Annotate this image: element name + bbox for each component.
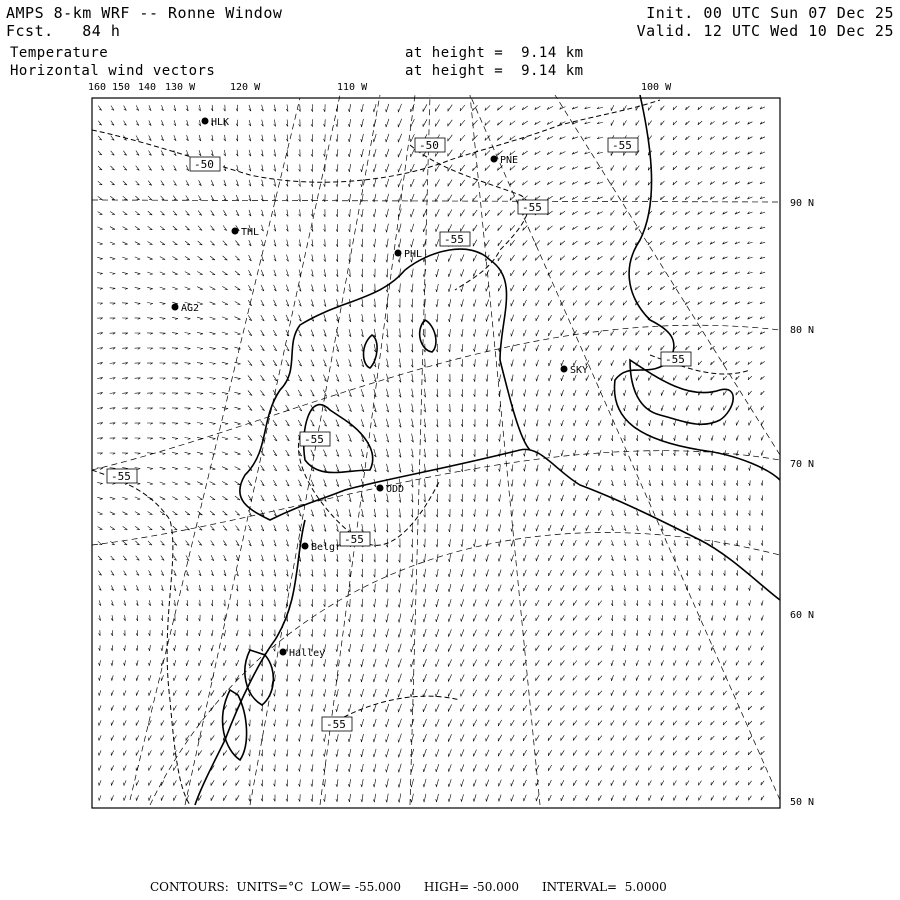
station-sky	[561, 365, 589, 376]
latitude-label: 80 N	[790, 325, 815, 336]
contour-label	[661, 352, 691, 366]
fcst-value: 84 h	[82, 22, 121, 40]
station-label: PHL	[404, 249, 423, 260]
high-value: -50.000	[473, 880, 520, 894]
station-thl	[232, 227, 260, 238]
latitude-label: 90 N	[790, 198, 815, 209]
graticule	[92, 95, 780, 805]
interval-label: INTERVAL=	[541, 880, 618, 894]
contour-label	[300, 432, 330, 446]
station-marker	[491, 156, 498, 163]
longitude-label: 100 W	[641, 82, 672, 93]
height-label-1: at height =	[405, 45, 504, 61]
station-label: SKY	[570, 365, 589, 376]
longitude-label: 160	[88, 82, 107, 93]
longitude-label: 120 W	[230, 82, 261, 93]
fcst-label: Fcst.	[6, 22, 54, 40]
units-value: °C	[288, 880, 304, 894]
latitude-label: 60 N	[790, 610, 815, 621]
contour-label	[518, 200, 548, 214]
station-label: Halley	[289, 648, 326, 659]
longitude-label: 110 W	[337, 82, 368, 93]
height-label-2: at height =	[405, 63, 504, 79]
high-label: HIGH=	[423, 880, 470, 894]
station-pne	[491, 155, 519, 166]
svg-text:-50: -50	[419, 139, 439, 152]
latitude-label: 70 N	[790, 459, 815, 470]
svg-text:-55: -55	[612, 139, 632, 152]
svg-text:-55: -55	[344, 533, 364, 546]
contour-label	[440, 232, 470, 246]
interval-value: 5.0000	[624, 880, 667, 894]
height-value-1: 9.14 km	[521, 45, 584, 61]
height-value-2: 9.14 km	[521, 63, 584, 79]
contours-label: CONTOURS:	[150, 880, 229, 894]
station-label: THL	[241, 227, 260, 238]
station-label: Belgr	[311, 542, 342, 553]
svg-text:-55: -55	[444, 233, 464, 246]
latitude-label: 50 N	[790, 797, 815, 808]
longitude-label: 130 W	[165, 82, 196, 93]
contour-label	[415, 138, 445, 152]
contour-label	[322, 717, 352, 731]
low-label: LOW=	[310, 880, 352, 894]
svg-text:-50: -50	[194, 158, 214, 171]
init-label: Init.	[646, 4, 694, 22]
valid-value: 12 UTC Wed 10 Dec 25	[703, 22, 894, 40]
longitude-label: 140	[138, 82, 157, 93]
station-label: PNE	[500, 155, 519, 166]
station-marker	[202, 118, 209, 125]
axis-labels	[88, 82, 814, 808]
station-label: HLK	[211, 117, 230, 128]
init-value: 00 UTC Sun 07 Dec 25	[703, 4, 894, 22]
svg-text:-55: -55	[111, 470, 131, 483]
map-frame	[92, 98, 780, 808]
svg-text:-55: -55	[665, 353, 685, 366]
station-marker	[561, 366, 568, 373]
station-label: AG2	[181, 303, 200, 314]
station-marker	[232, 228, 239, 235]
station-marker	[377, 485, 384, 492]
longitude-label: 150	[112, 82, 131, 93]
station-belgr	[302, 542, 342, 553]
temperature-contours	[92, 100, 750, 805]
contour-legend	[150, 880, 667, 894]
stations	[172, 117, 589, 659]
station-marker	[302, 543, 309, 550]
wind-vectors	[97, 104, 765, 803]
station-marker	[395, 250, 402, 257]
valid-label: Valid.	[636, 22, 694, 40]
station-marker	[172, 304, 179, 311]
station-label: ODD	[386, 484, 405, 495]
station-ag2	[172, 303, 200, 314]
field-name-2: Horizontal wind vectors	[10, 63, 216, 79]
low-value: -55.000	[354, 880, 401, 894]
station-marker	[280, 649, 287, 656]
contour-label	[608, 138, 638, 152]
svg-text:-55: -55	[522, 201, 542, 214]
contour-label	[190, 157, 220, 171]
station-hlk	[202, 117, 230, 128]
station-phl	[395, 249, 423, 260]
svg-text:-55: -55	[304, 433, 324, 446]
map-title: AMPS 8-km WRF -- Ronne Window	[6, 4, 283, 22]
svg-text:-55: -55	[326, 718, 346, 731]
field-name-1: Temperature	[10, 45, 109, 61]
contour-label	[340, 532, 370, 546]
station-odd	[377, 484, 405, 495]
units-label: UNITS=	[236, 880, 289, 894]
contour-label	[107, 469, 137, 483]
